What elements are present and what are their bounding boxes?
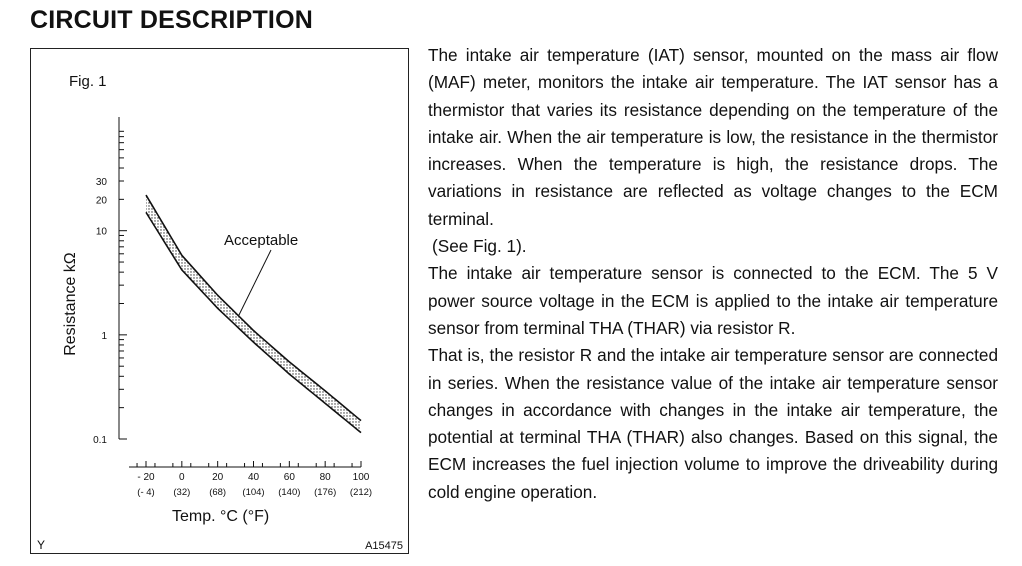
x-tick-label-celsius: 60 xyxy=(283,472,295,483)
x-tick-label-celsius: 80 xyxy=(319,472,331,483)
section-heading: CIRCUIT DESCRIPTION xyxy=(30,6,313,34)
description-paragraph-2: The intake air temperature sensor is connected to the ECM. The 5 V power source voltage in the ECM is applied to the intake air temperature sensor from terminal THA (THAR) via resistor R. xyxy=(428,263,998,338)
description-paragraph-1: The intake air temperature (IAT) sensor, mounted on the mass air flow (MAF) meter, monitors the intake air temperature. The IAT sensor has a thermistor that varies its resistance depending on the temperature of the intake air. When the air temperature is low, the resistance in the thermistor increases. When the temperature is high, the resistance drops. The variations in resistance are reflected as voltage changes to the ECM terminal. xyxy=(428,45,998,229)
description-figure-reference: (See Fig. 1). xyxy=(432,236,527,257)
x-tick-label-celsius: 100 xyxy=(352,472,370,483)
x-tick-label-fahrenheit: (176) xyxy=(314,487,337,498)
x-tick-label-fahrenheit: (212) xyxy=(349,487,373,498)
x-axis-label: Temp. °C (°F) xyxy=(172,508,270,525)
description-paragraph-3: That is, the resistor R and the intake air temperature sensor are connected in series. When the resistance value of the intake air temperature sensor changes in accordance with changes in the intake air temperature, the potential at terminal THA (THAR) also changes. Based on this signal, the ECM increases the fuel injection volume to improve the driveability during cold engine operation. xyxy=(428,345,998,502)
x-tick-label-celsius: 0 xyxy=(179,472,185,483)
y-axis-label: Resistance kΩ xyxy=(62,252,79,356)
resistance-chart xyxy=(31,49,410,555)
acceptable-label: Acceptable xyxy=(224,232,299,249)
y-tick-label: 10 xyxy=(95,226,107,238)
figure-1 xyxy=(30,48,409,554)
y-tick-label: 1 xyxy=(101,330,107,342)
x-tick-label-fahrenheit: (140) xyxy=(278,487,301,498)
acceptable-leader-line xyxy=(238,250,271,317)
figure-code: A15475 xyxy=(365,540,403,552)
figure-label: Fig. 1 xyxy=(69,73,107,90)
y-tick-label: 30 xyxy=(95,177,107,188)
y-tick-label: 20 xyxy=(95,195,107,207)
chart-plot xyxy=(93,117,372,498)
x-tick-label-fahrenheit: (68) xyxy=(209,487,227,498)
x-tick-label-celsius: 20 xyxy=(212,472,224,483)
x-tick-label-celsius: 40 xyxy=(247,472,260,483)
corner-label: Y xyxy=(37,538,46,552)
description-text xyxy=(428,42,998,506)
acceptable-band xyxy=(146,195,361,433)
x-tick-label-fahrenheit: (32) xyxy=(173,487,191,498)
y-tick-label: 0.1 xyxy=(93,435,107,446)
upper-limit-curve xyxy=(146,195,361,421)
x-tick-label-celsius: - 20 xyxy=(137,472,155,483)
x-tick-label-fahrenheit: (- 4) xyxy=(137,487,155,498)
x-tick-label-fahrenheit: (104) xyxy=(242,487,265,498)
